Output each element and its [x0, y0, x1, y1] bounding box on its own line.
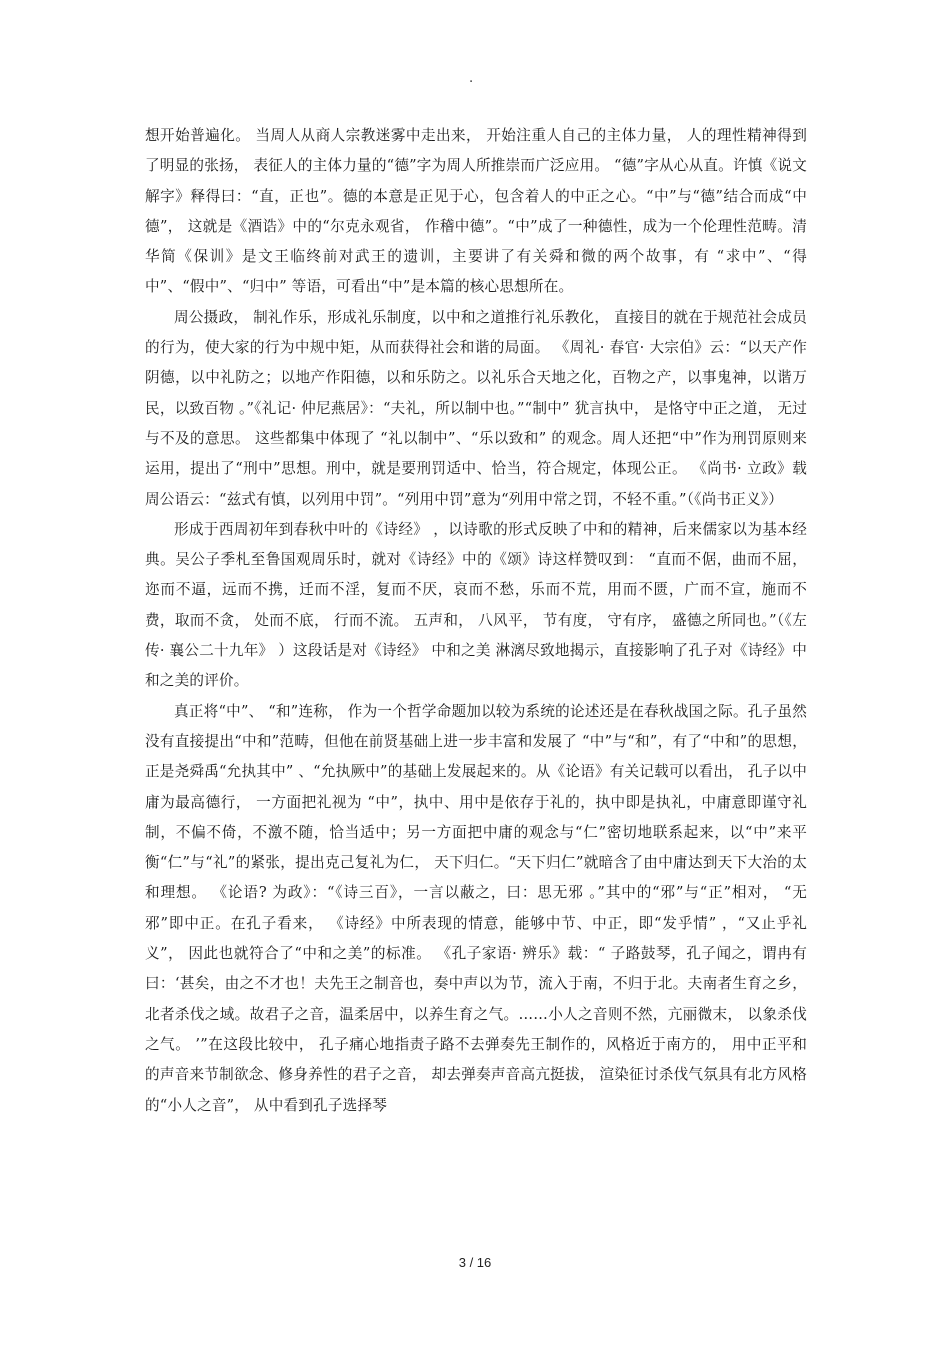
paragraph-3: 形成于西周初年到春秋中叶的《诗经》 ，以诗歌的形式反映了中和的精神，后来儒家以为基本经典。吴公子季札至鲁国观周乐时，就对《诗经》中的《颂》诗这样赞叹到： “直而不倨，曲而不屈，迩而不逼，远而不携，迁而不淫，复而不厌，哀而不愁，乐而不荒，用而不匮，广而不宣，施而不费，取而不贪， 处而不底， 行而不流。 五声和， 八风平， 节有度， 守有序， 盛德之所同也。”（《左传· 襄公二十九年》 ）这段话是对《诗经》 中和之美 淋漓尽致地揭示，直接影响了孔子对《诗经》中和之美的评价。 — [145, 520, 807, 690]
paragraph-2: 周公摄政， 制礼作乐，形成礼乐制度，以中和之道推行礼乐教化， 直接目的就在于规范社会成员的行为，使大家的行为中规中矩，从而获得社会和谐的局面。 《周礼· 春官· 大宗伯》云：“以天产作阴德，以中礼防之；以地产作阳德，以和乐防之。以礼乐合天地之化，百物之产，以事鬼神，以谐万民，以致百物 。”《礼记· 仲尼燕居》：“夫礼，所以制中也。”“制中” 犹言执中， 是恪守中正之道， 无过与不及的意思。 这些都集中体现了 “礼以制中”、“乐以致和” 的观念。周人还把“中”作为刑罚原则来运用，提出了“刑中”思想。刑中，就是要刑罚适中、恰当，符合规定，体现公正。 《尚书· 立政》载周公语云：“兹式有慎，以列用中罚”。“列用中罚”意为“列用中常之罚，不轻不重。”（《尚书正义》） — [145, 308, 807, 508]
paragraph-1: 想开始普遍化。 当周人从商人宗教迷雾中走出来， 开始注重人自己的主体力量， 人的理性精神得到了明显的张扬， 表征人的主体力量的“德”字为周人所推崇而广泛应用。 “德”字从心从直。许慎《说文解字》释得曰：“直，正也”。德的本意是正见于心，包含着人的中正之心。“中”与“德”结合而成“中德”， 这就是《酒诰》中的“尔克永观省， 作稽中德”。“中”成了一种德性，成为一个伦理性范畴。清华简《保训》是文王临终前对武王的遗训，主要讲了有关舜和微的两个故事，有 “求中”、“得中”、“假中”、“归中” 等语，可看出“中”是本篇的核心思想所在。 — [145, 127, 807, 296]
body-text — [145, 121, 807, 1121]
header-mark: . — [469, 71, 474, 86]
paragraph-4: 真正将“中”、 “和”连称， 作为一个哲学命题加以较为系统的论述还是在春秋战国之际。孔子虽然没有直接提出“中和”范畴，但他在前贤基础上进一步丰富和发展了 “中”与“和”，有了“中和”的思想，正是尧舜禹“允执其中” 、“允执厥中”的基础上发展起来的。从《论语》有关记载可以看出， 孔子以中庸为最高德行， 一方面把礼视为 “中”，执中、用中是依存于礼的，执中即是执礼，中庸意即谨守礼制，不偏不倚，不激不随，恰当适中；另一方面把中庸的观念与“仁”密切地联系起来，以“中”来平衡“仁”与“礼”的紧张，提出克己复礼为仁， 天下归仁。“天下归仁”就暗含了由中庸达到天下大治的太和理想。 《论语? 为政》：“《诗三百》，一言以蔽之，曰：思无邪 。”其中的“邪”与“正”相对， “无邪”即中正。在孔子看来， 《诗经》中所表现的情意，能够中节、中正，即“发乎情” ，“又止乎礼义”， 因此也就符合了“中和之美”的标准。 《孔子家语· 辨乐》载：“ 子路鼓琴，孔子闻之，谓冉有曰：‘甚矣，由之不才也！夫先王之制音也，奏中声以为节，流入于南，不归于北。夫南者生育之乡，北者杀伐之域。故君子之音，温柔居中，以养生育之气。……小人之音则不然，亢丽微末， 以象杀伐之气。 ’”在这段比较中， 孔子痛心地指责子路不去弹奏先王制作的，风格近于南方的， 用中正平和的声音来节制欲念、修身养性的君子之音， 却去弹奏声音高亢挺拔， 渲染征讨杀伐气氛具有北方风格的“小人之音”， 从中看到孔子选择琴 — [145, 702, 807, 1114]
page-number: 3 / 16 — [458, 1255, 492, 1270]
